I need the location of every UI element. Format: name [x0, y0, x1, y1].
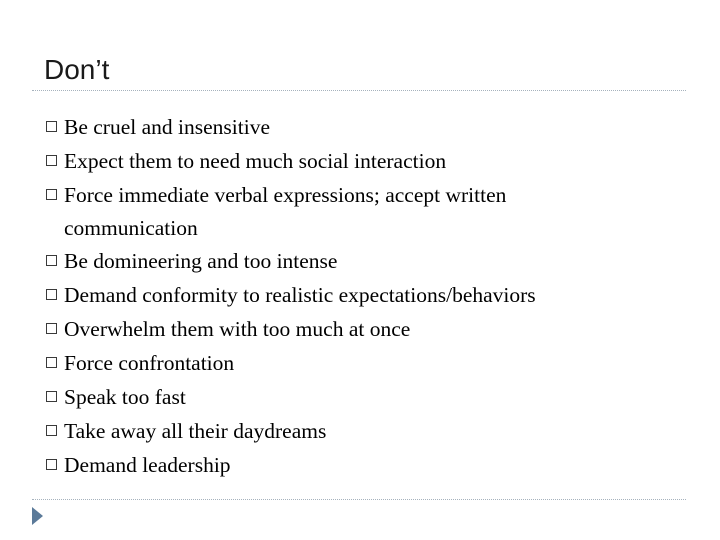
bullet-list: [44, 110, 694, 482]
bullet-text: Overwhelm them with too much at once: [64, 317, 411, 341]
list-item: [44, 312, 694, 346]
list-item: [44, 244, 694, 278]
bullet-text: Force immediate verbal expressions; accept written: [64, 183, 507, 207]
hollow-square-icon: [46, 289, 57, 300]
list-item: [44, 178, 694, 244]
list-item: [44, 448, 694, 482]
list-item: [44, 278, 694, 312]
hollow-square-icon: [46, 357, 57, 368]
bullet-text: Be cruel and insensitive: [64, 115, 270, 139]
list-item: [44, 110, 694, 144]
bullet-text: Demand conformity to realistic expectations/behaviors: [64, 283, 536, 307]
bullet-text: Be domineering and too intense: [64, 249, 338, 273]
list-item: [44, 346, 694, 380]
list-item: [44, 414, 694, 448]
chevron-right-icon: [32, 507, 43, 525]
title-divider: [32, 90, 686, 91]
bullet-text-continuation: communication: [64, 216, 198, 240]
slide-title: Don’t: [44, 54, 110, 85]
hollow-square-icon: [46, 425, 57, 436]
bullet-text: Expect them to need much social interaction: [64, 149, 447, 173]
hollow-square-icon: [46, 189, 57, 200]
bullet-text: Demand leadership: [64, 453, 231, 477]
bullet-text: Speak too fast: [64, 385, 186, 409]
hollow-square-icon: [46, 391, 57, 402]
bullet-text: Force confrontation: [64, 351, 235, 375]
hollow-square-icon: [46, 155, 57, 166]
footer-divider: [32, 499, 686, 500]
list-item: [44, 380, 694, 414]
list-item: [44, 144, 694, 178]
hollow-square-icon: [46, 255, 57, 266]
hollow-square-icon: [46, 459, 57, 470]
hollow-square-icon: [46, 121, 57, 132]
hollow-square-icon: [46, 323, 57, 334]
bullet-text: Take away all their daydreams: [64, 419, 327, 443]
